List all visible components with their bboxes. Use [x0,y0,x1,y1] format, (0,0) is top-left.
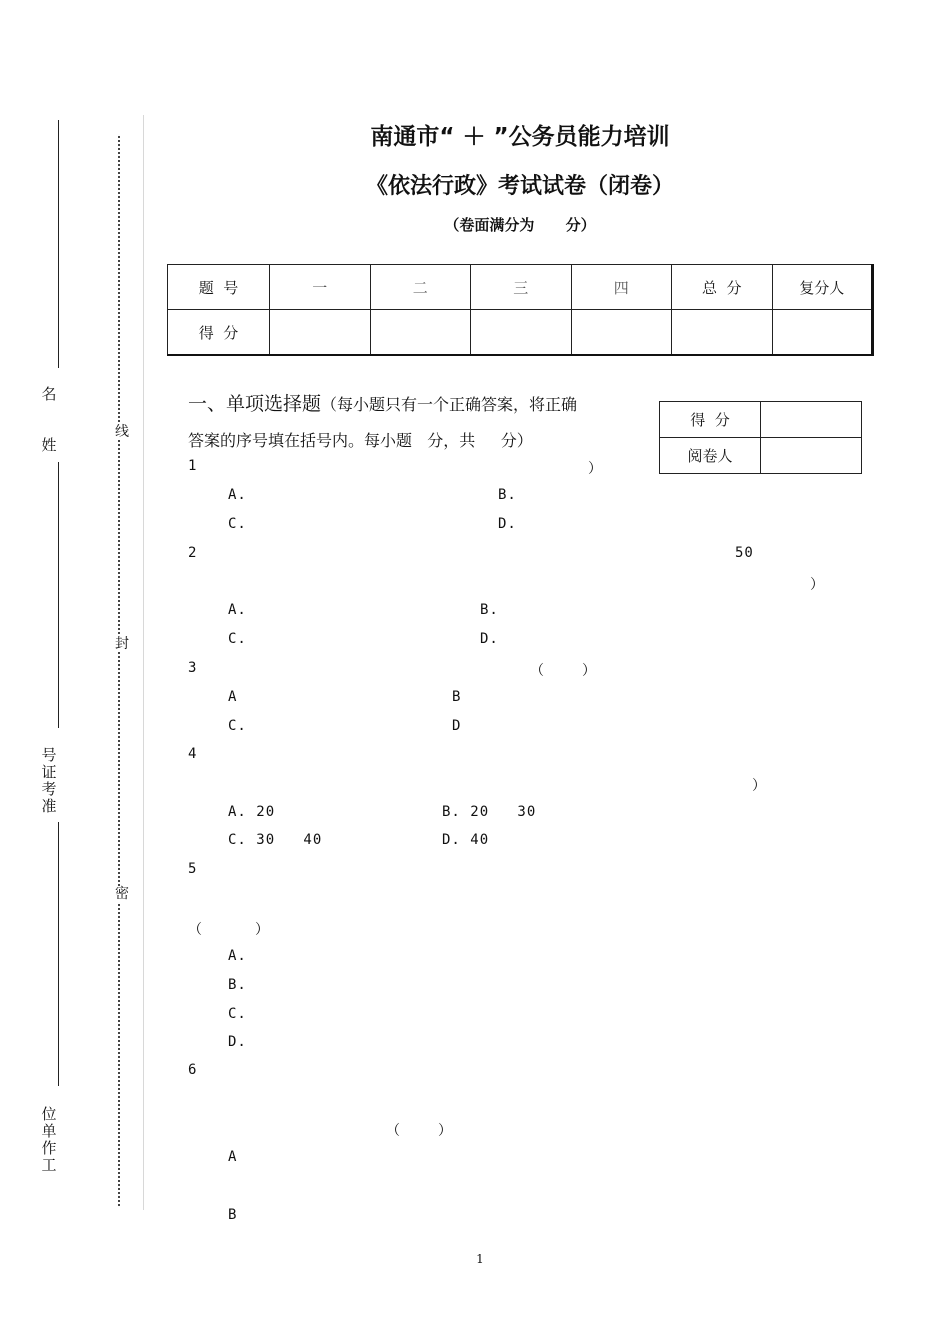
section-heading [188,389,577,416]
option-a: A. [228,948,247,964]
option-d: D. [480,631,499,647]
grader-score-label: 得 分 [660,402,761,438]
score-table-cell: 三 [471,265,572,310]
answer-bracket[interactable]: ） [255,922,270,938]
question-5-stem-line3: （ [188,922,203,938]
answer-bracket[interactable]: ） [582,663,597,679]
seal-dotted-line [118,136,120,1206]
score-cell[interactable] [772,310,873,356]
name-write-line [58,462,59,728]
seal-char-line: 线 [115,424,129,440]
score-table-cell: 总 分 [672,265,773,310]
score-table [167,264,874,356]
question-2-number: 50 [735,545,754,561]
exam-id-label-char: 考 [41,780,57,798]
score-table-cell: 四 [571,265,672,310]
unit-label-char: 单 [41,1122,57,1140]
section-title: 一、单项选择题 [188,393,322,415]
option-c: C. [228,631,247,647]
score-table-header-row [168,265,873,310]
option-c: C. 30 40 [228,832,323,848]
option-d: D. [498,516,517,532]
unit-label-char: 作 [41,1139,57,1157]
score-cell[interactable] [370,310,471,356]
question-1-stem: 1 [188,458,198,474]
option-a: A. [228,602,247,618]
option-a: A. [228,487,247,503]
option-b: B. [228,977,247,993]
option-d: D [452,718,462,734]
question-4-stem: 4 [188,746,198,762]
binding-line [58,120,59,368]
full-score-note: （卷面满分为 分） [444,216,596,234]
answer-bracket[interactable]: ） [588,461,603,477]
page-number: 1 [476,1252,484,1266]
answer-paren-open: （ [530,663,545,679]
score-table-cell: 题 号 [168,265,270,310]
option-c: C. [228,718,247,734]
option-a: A [228,689,238,705]
exam-title: 南通市“ ＋ ”公务员能力培训 [370,124,670,150]
option-a: A [228,1149,238,1165]
score-cell[interactable] [471,310,572,356]
answer-bracket[interactable]: ） [810,577,825,593]
answer-paren-open: （ [386,1123,401,1139]
option-c: C. [228,1006,247,1022]
unit-label-char: 工 [41,1156,57,1174]
score-cell[interactable] [571,310,672,356]
option-b: B [228,1207,238,1223]
score-table-score-row [168,310,873,356]
option-c: C. [228,516,247,532]
exam-subtitle: 《依法行政》考试试卷（闭卷） [365,174,674,199]
question-5-stem: 5 [188,861,198,877]
score-table-cell: 复分人 [772,265,873,310]
exam-id-label-char: 准 [41,797,57,815]
score-table-cell: 二 [370,265,471,310]
option-b: B [452,689,462,705]
name-label-char: 名 [41,385,57,403]
option-d: D. 40 [442,832,490,848]
option-d: D. [228,1034,247,1050]
exam-id-write-line [58,822,59,1086]
margin-divider [143,115,144,1210]
unit-label-char: 位 [41,1105,57,1123]
question-2-stem: 2 [188,545,198,561]
score-cell[interactable] [672,310,773,356]
option-b: B. 20 30 [442,804,537,820]
grader-score-cell[interactable] [761,402,862,438]
option-a: A. 20 [228,804,276,820]
grader-box [659,401,862,474]
option-b: B. [480,602,499,618]
seal-char-secret: 密 [115,886,129,902]
score-row-label: 得 分 [168,310,270,356]
exam-id-label-char: 证 [41,763,57,781]
section-note-line2: 答案的序号填在括号内。每小题 分，共 分） [188,431,533,450]
section-note: （每小题只有一个正确答案，将正确 [321,395,578,414]
question-6-stem: 6 [188,1062,198,1078]
seal-char-seal: 封 [115,636,129,652]
question-3-stem: 3 [188,660,198,676]
exam-id-label-char: 号 [41,746,57,764]
answer-bracket[interactable]: ） [438,1123,453,1139]
answer-bracket[interactable]: ） [752,778,767,794]
grader-name-label: 阅卷人 [660,438,761,474]
name-label-char: 姓 [41,436,57,454]
score-cell[interactable] [270,310,371,356]
grader-name-cell[interactable] [761,438,862,474]
option-b: B. [498,487,517,503]
score-table-cell: 一 [270,265,371,310]
